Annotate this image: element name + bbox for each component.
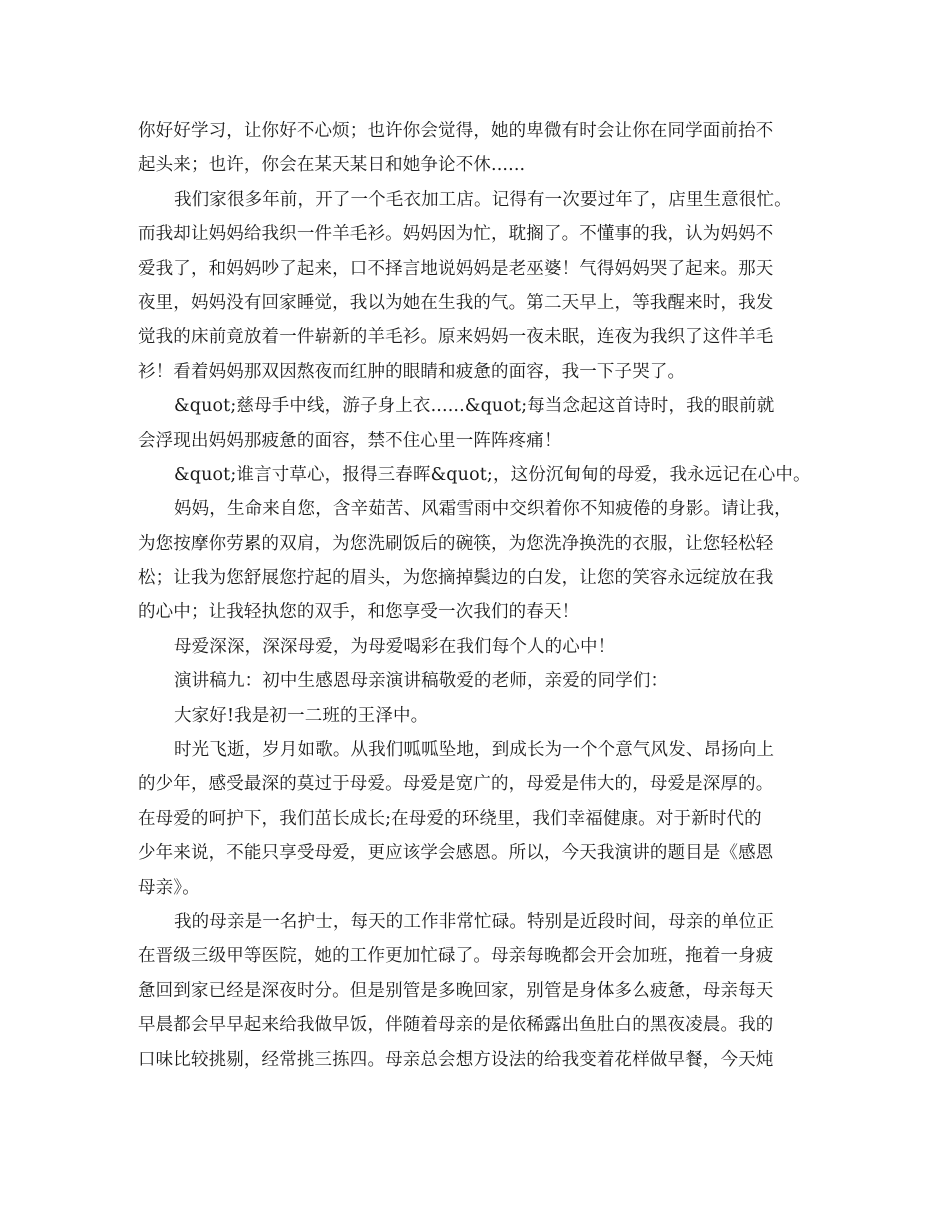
text-line: 母亲》。 [138, 877, 200, 898]
text-line: 时光飞逝，岁月如歌。从我们呱呱坠地，到成长为一个个意气风发、昂扬向上 [174, 740, 775, 761]
text-line: &quot;慈母手中线，游子身上衣......&quot;每当念起这首诗时，我的眼前就 [174, 396, 775, 417]
text-line: 夜里，妈妈没有回家睡觉，我以为她在生我的气。第二天早上，等我醒来时，我发 [138, 292, 774, 313]
text-line: 我们家很多年前，开了一个毛衣加工店。记得有一次要过年了，店里生意很忙。 [174, 189, 792, 210]
text-line: 为您按摩你劳累的双肩，为您洗刷饭后的碗筷，为您洗净换洗的衣服，让您轻松轻 [138, 533, 774, 554]
text-line: 觉我的床前竟放着一件崭新的羊毛衫。原来妈妈一夜未眠，连夜为我织了这件羊毛 [138, 327, 774, 348]
text-line: 的心中；让我轻执您的双手，和您享受一次我们的春天！ [138, 602, 580, 623]
text-line: 惫回到家已经是深夜时分。但是别管是多晚回家，别管是身体多么疲惫，母亲每天 [138, 980, 774, 1001]
text-line: 的少年，感受最深的莫过于母爱。母爱是宽广的，母爱是伟大的，母爱是深厚的。 [138, 774, 774, 795]
text-line: 松；让我为您舒展您拧起的眉头，为您摘掉鬓边的白发，让您的笑容永远绽放在我 [138, 568, 774, 589]
text-line: 我的母亲是一名护士，每天的工作非常忙碌。特别是近段时间，母亲的单位正 [174, 911, 775, 932]
text-line: 你好好学习，让你好不心烦；也许你会觉得，她的卑微有时会让你在同学面前抬不 [138, 121, 774, 141]
text-line: 衫！看着妈妈那双因熬夜而红肿的眼睛和疲惫的面容，我一下子哭了。 [138, 361, 686, 382]
text-line: 早晨都会早早起来给我做早饭，伴随着母亲的是依稀露出鱼肚白的黑夜凌晨。我的 [138, 1015, 774, 1036]
text-line: 爱我了，和妈妈吵了起来，口不择言地说妈妈是老巫婆！气得妈妈哭了起来。那天 [138, 258, 774, 279]
text-line: 大家好!我是初一二班的王泽中。 [174, 705, 429, 726]
text-line: 妈妈，生命来自您，含辛茹苦、风霜雪雨中交织着你不知疲倦的身影。请让我， [174, 499, 792, 520]
text-line: 口味比较挑剔，经常挑三拣四。母亲总会想方设法的给我变着花样做早餐，今天炖 [138, 1049, 774, 1070]
text-line: 会浮现出妈妈那疲惫的面容，禁不住心里一阵阵疼痛！ [138, 430, 562, 451]
text-line: 演讲稿九：初中生感恩母亲演讲稿敬爱的老师，亲爱的同学们： [174, 671, 669, 692]
text-line: 少年来说，不能只享受母爱，更应该学会感恩。所以，今天我演讲的题目是《感恩 [138, 843, 774, 864]
text-line: 在晋级三级甲等医院，她的工作更加忙碌了。母亲每晚都会开会加班，拖着一身疲 [138, 946, 774, 967]
text-line: &quot;谁言寸草心，报得三春晖&quot;，这份沉甸甸的母爱，我永远记在心中。 [174, 464, 811, 485]
text-line: 母爱深深，深深母爱，为母爱喝彩在我们每个人的心中！ [174, 636, 616, 657]
text-line: 在母爱的呵护下，我们茁长成长;在母爱的环绕里，我们幸福健康。对于新时代的 [138, 808, 762, 829]
text-line: 起头来；也许，你会在某天某日和她争论不休...... [138, 155, 526, 176]
text-line: 而我却让妈妈给我织一件羊毛衫。妈妈因为忙，耽搁了。不懂事的我，认为妈妈不 [138, 224, 774, 245]
document-body [138, 114, 822, 1077]
